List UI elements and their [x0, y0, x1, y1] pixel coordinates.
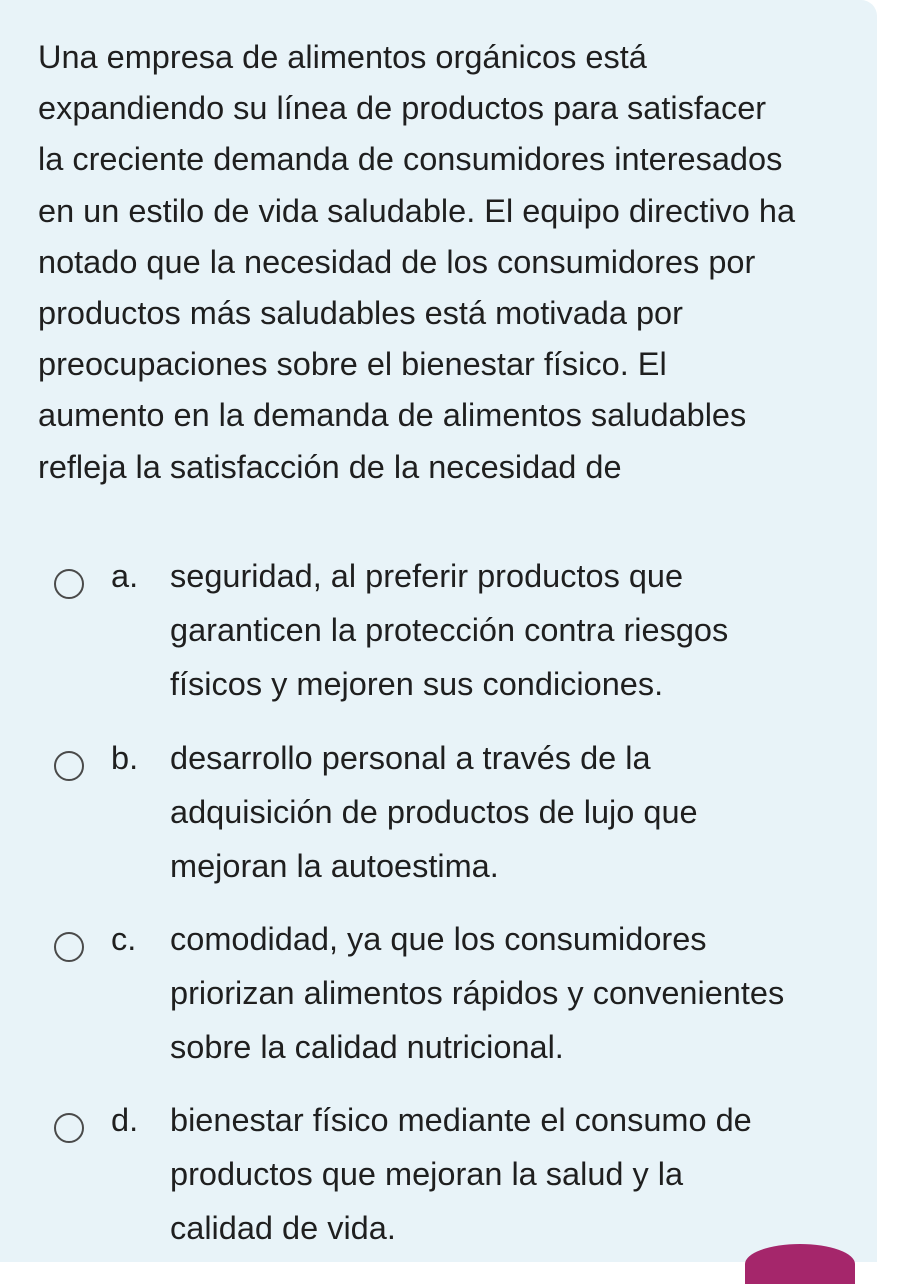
option-line: priorizan alimentos rápidos y convenientes	[170, 975, 785, 1011]
question-line: expandiendo su línea de productos para satisfacer	[38, 90, 767, 127]
option-line: calidad de vida.	[170, 1210, 396, 1246]
radio-button-d[interactable]	[54, 1113, 84, 1143]
radio-button-c[interactable]	[54, 932, 84, 962]
option-text	[170, 731, 850, 893]
radio-button-b[interactable]	[54, 751, 84, 781]
question-text	[38, 32, 838, 493]
question-line: aumento en la demanda de alimentos saludables	[38, 397, 747, 434]
option-line: sobre la calidad nutricional.	[170, 1029, 564, 1065]
option-text	[170, 912, 850, 1074]
option-letter: a.	[111, 558, 139, 594]
question-line: notado que la necesidad de los consumidores por	[38, 243, 756, 280]
option-line: adquisición de productos de lujo que	[170, 794, 698, 830]
option-letter: b.	[111, 740, 139, 776]
question-line: preocupaciones sobre el bienestar físico. El	[38, 346, 667, 383]
option-text	[170, 1093, 850, 1255]
floating-action-button-edge[interactable]	[745, 1244, 855, 1284]
question-line: en un estilo de vida saludable. El equipo directivo ha	[38, 192, 796, 229]
option-line: comodidad, ya que los consumidores	[170, 921, 707, 957]
option-line: garanticen la protección contra riesgos	[170, 612, 729, 648]
question-line: Una empresa de alimentos orgánicos está	[38, 39, 647, 75]
option-line: productos que mejoran la salud y la	[170, 1156, 684, 1192]
question-line: refleja la satisfacción de la necesidad de	[38, 448, 622, 485]
option-line: desarrollo personal a través de la	[170, 740, 651, 776]
option-line: físicos y mejoren sus condiciones.	[170, 666, 664, 702]
option-letter: d.	[111, 1102, 139, 1138]
radio-button-a[interactable]	[54, 569, 84, 599]
option-text	[170, 549, 850, 711]
option-line: mejoran la autoestima.	[170, 848, 499, 884]
question-line: productos más saludables está motivada por	[38, 295, 683, 332]
question-line: la creciente demanda de consumidores interesados	[38, 141, 783, 178]
option-line: seguridad, al preferir productos que	[170, 558, 684, 594]
option-line: bienestar físico mediante el consumo de	[170, 1102, 752, 1138]
option-letter: c.	[111, 921, 137, 957]
